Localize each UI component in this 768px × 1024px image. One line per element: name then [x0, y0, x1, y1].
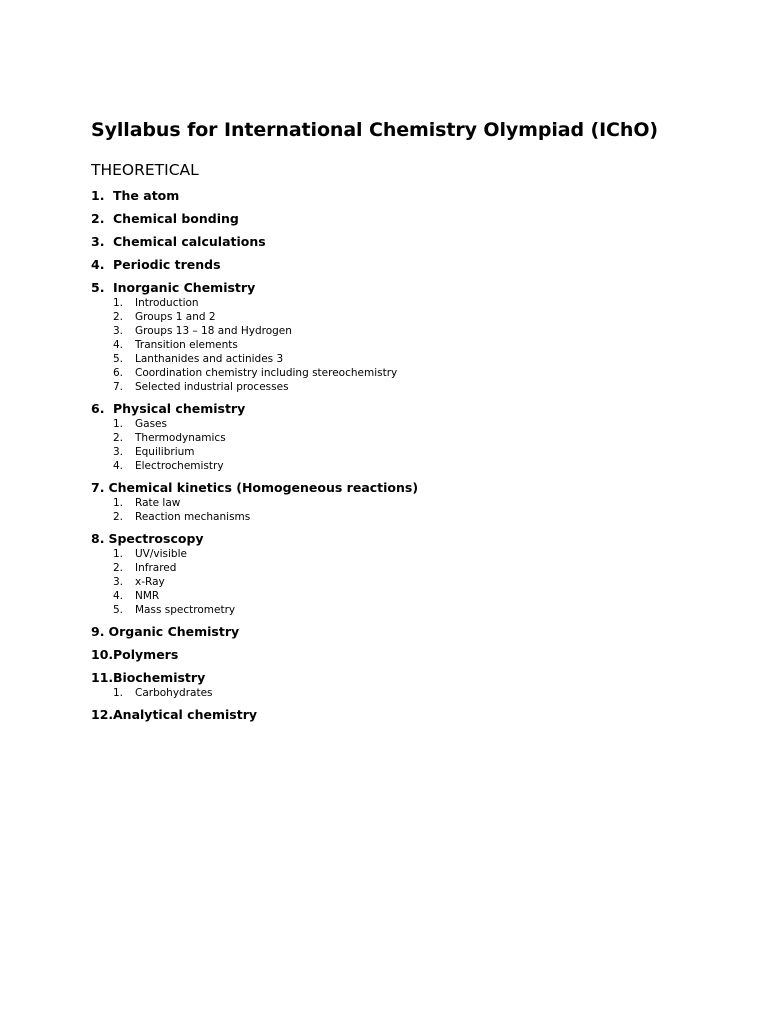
subtopic-item [113, 380, 731, 394]
subtopic-item [113, 445, 731, 459]
topic-label: Chemical kinetics (Homogeneous reactions) [108, 480, 419, 495]
topic-number: 4. [91, 257, 105, 272]
subtopic-number: 4. [113, 339, 124, 351]
subtopic-item [113, 496, 731, 510]
topic-heading [91, 187, 731, 204]
topic-number: 8. [91, 531, 105, 546]
topic-label: Biochemistry [113, 670, 206, 685]
topic-item [91, 279, 731, 394]
subtopic-label: Equilibrium [135, 446, 195, 458]
topic-heading [91, 479, 731, 496]
topic-number: 1. [91, 188, 105, 203]
subtopic-label: Electrochemistry [135, 460, 224, 472]
subtopic-number: 3. [113, 325, 124, 337]
subtopic-item [113, 561, 731, 575]
subtopic-list [113, 296, 731, 394]
topic-item [91, 706, 731, 723]
subtopic-item [113, 324, 731, 338]
topic-label: Organic Chemistry [108, 624, 240, 639]
subtopic-item [113, 366, 731, 380]
subtopic-label: Thermodynamics [135, 432, 226, 444]
subtopic-item [113, 459, 731, 473]
document-title: Syllabus for International Chemistry Olympiad (IChO) [91, 119, 658, 141]
subtopic-label: Selected industrial processes [135, 381, 289, 393]
topic-label: Periodic trends [113, 257, 221, 272]
subtopic-number: 4. [113, 590, 124, 602]
subtopic-item [113, 338, 731, 352]
subtopic-label: Lanthanides and actinides 3 [135, 353, 284, 365]
subtopic-item [113, 510, 731, 524]
subtopic-label: Introduction [135, 297, 199, 309]
topic-number: 3. [91, 234, 105, 249]
subtopic-number: 1. [113, 297, 124, 309]
subtopic-label: Coordination chemistry including stereochemistry [135, 367, 398, 379]
subtopic-label: Groups 1 and 2 [135, 311, 216, 323]
topic-number: 12. [91, 707, 114, 722]
document-page [91, 116, 731, 729]
subtopic-item [113, 352, 731, 366]
subtopic-number: 7. [113, 381, 124, 393]
topic-item [91, 210, 731, 227]
topic-heading [91, 530, 731, 547]
subtopic-label: Groups 13 – 18 and Hydrogen [135, 325, 292, 337]
topic-label: Analytical chemistry [113, 707, 258, 722]
subtopic-list [113, 547, 731, 617]
topic-label: Inorganic Chemistry [113, 280, 256, 295]
topic-heading [91, 646, 731, 663]
topic-label: The atom [113, 188, 180, 203]
subtopic-label: Mass spectrometry [135, 604, 236, 616]
subtopic-item [113, 417, 731, 431]
subtopic-number: 2. [113, 511, 124, 523]
topic-label: Chemical calculations [113, 234, 266, 249]
subtopic-label: x-Ray [135, 576, 165, 588]
subtopic-list [113, 417, 731, 473]
topic-heading [91, 233, 731, 250]
topic-number: 6. [91, 401, 105, 416]
subtopic-item [113, 547, 731, 561]
topic-list [91, 187, 731, 723]
subtopic-item [113, 603, 731, 617]
subtopic-number: 3. [113, 576, 124, 588]
topic-heading [91, 256, 731, 273]
topic-item [91, 400, 731, 473]
topic-label: Polymers [113, 647, 179, 662]
topic-number: 10. [91, 647, 114, 662]
subtopic-item [113, 575, 731, 589]
topic-heading [91, 706, 731, 723]
subtopic-number: 5. [113, 353, 124, 365]
topic-label: Physical chemistry [113, 401, 246, 416]
topic-item [91, 669, 731, 700]
subtopic-number: 4. [113, 460, 124, 472]
subtopic-label: NMR [135, 590, 160, 602]
topic-heading [91, 400, 731, 417]
subtopic-list [113, 496, 731, 524]
topic-number: 2. [91, 211, 105, 226]
topic-number: 5. [91, 280, 105, 295]
subtopic-number: 3. [113, 446, 124, 458]
subtopic-item [113, 589, 731, 603]
topic-item [91, 623, 731, 640]
subtopic-label: Rate law [135, 497, 181, 509]
subtopic-label: UV/visible [135, 548, 187, 560]
subtopic-number: 5. [113, 604, 124, 616]
subtopic-number: 2. [113, 311, 124, 323]
topic-number: 11. [91, 670, 114, 685]
topic-item [91, 479, 731, 524]
subtopic-number: 1. [113, 548, 124, 560]
topic-heading [91, 669, 731, 686]
topic-heading [91, 623, 731, 640]
subtopic-item [113, 431, 731, 445]
topic-label: Chemical bonding [113, 211, 239, 226]
topic-item [91, 187, 731, 204]
subtopic-label: Carbohydrates [135, 687, 213, 699]
subtopic-number: 6. [113, 367, 124, 379]
topic-heading [91, 210, 731, 227]
subtopic-label: Transition elements [135, 339, 238, 351]
topic-label: Spectroscopy [108, 531, 204, 546]
topic-heading [91, 279, 731, 296]
subtopic-number: 2. [113, 432, 124, 444]
topic-item [91, 233, 731, 250]
topic-item [91, 530, 731, 617]
subtopic-item [113, 310, 731, 324]
topic-number: 9. [91, 624, 105, 639]
topic-item [91, 256, 731, 273]
subtopic-label: Reaction mechanisms [135, 511, 251, 523]
subtopic-item [113, 686, 731, 700]
subtopic-number: 1. [113, 418, 124, 430]
subtopic-number: 1. [113, 497, 124, 509]
topic-number: 7. [91, 480, 105, 495]
subtopic-label: Gases [135, 418, 167, 430]
subtopic-number: 2. [113, 562, 124, 574]
subtopic-label: Infrared [135, 562, 177, 574]
subtopic-number: 1. [113, 687, 124, 699]
section-heading: THEORETICAL [91, 161, 199, 179]
topic-item [91, 646, 731, 663]
subtopic-list [113, 686, 731, 700]
subtopic-item [113, 296, 731, 310]
